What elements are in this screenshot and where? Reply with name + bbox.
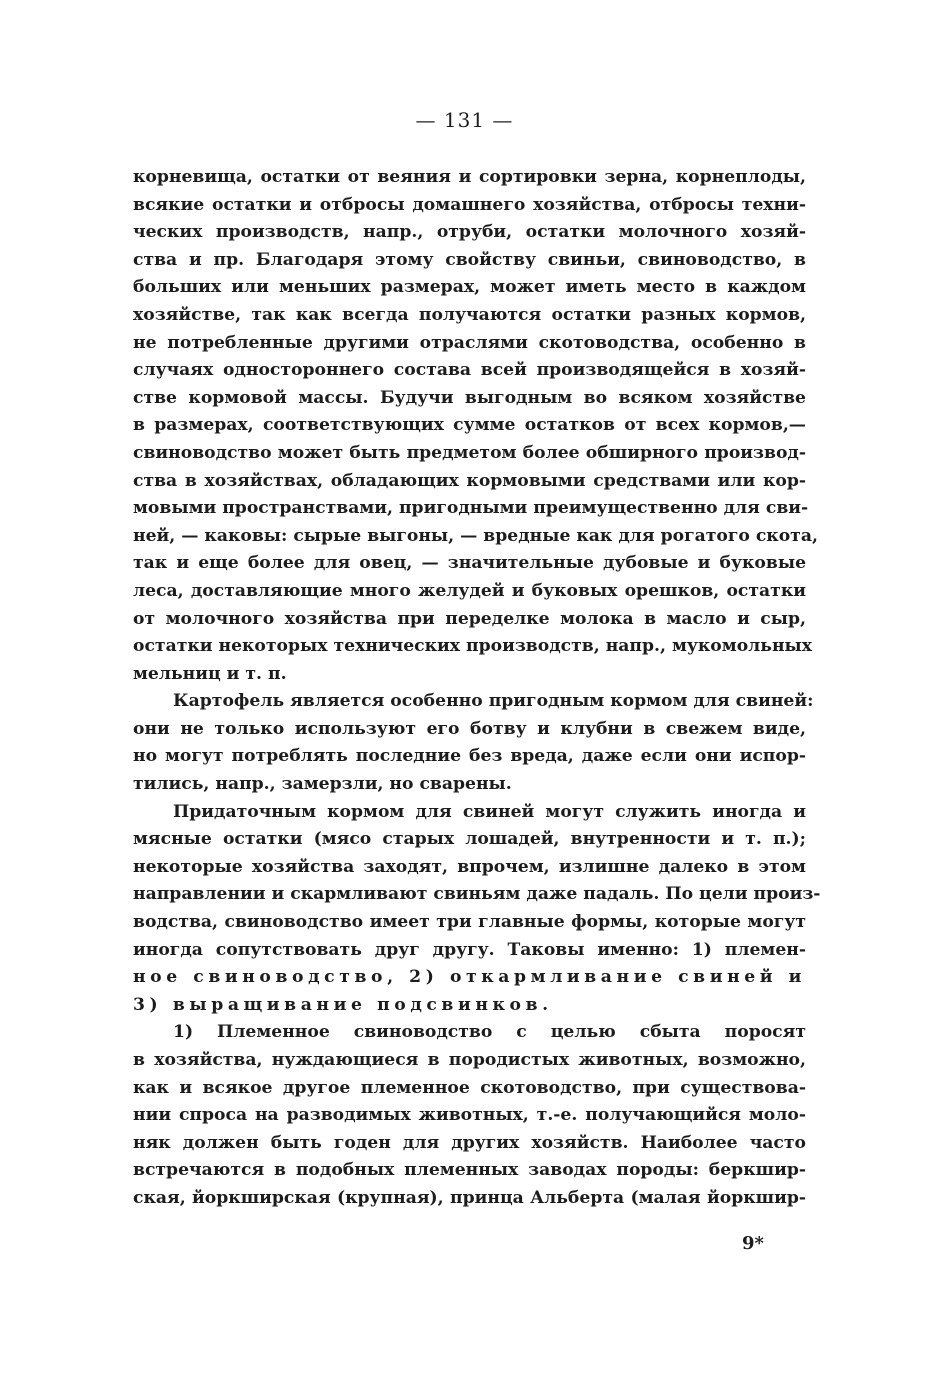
text-line: мясные остатки (мясо старых лошадей, внутренности и т. п.);	[133, 829, 806, 850]
text-line: леса, доставляющие много желудей и буковых орешков, остатки	[133, 580, 806, 601]
printer-signature: 9*	[742, 1233, 764, 1254]
text-line: свиноводство может быть предметом более обширного производ-	[133, 442, 806, 463]
text-line: встречаются в подобных племенных заводах породы: беркшир-	[133, 1160, 806, 1181]
text-line: не потребленные другими отраслями скотоводства, особенно в	[133, 332, 806, 353]
text-line: стве кормовой массы. Будучи выгодным во всяком хозяйстве	[133, 387, 806, 408]
text-line: Придаточным кормом для свиней могут служить иногда и	[173, 801, 806, 822]
text-line: иногда сопутствовать друг другу. Таковы именно: 1) племен-	[133, 939, 806, 960]
text-line: от молочного хозяйства при переделке молока в масло и сыр,	[133, 608, 806, 629]
text-line: в размерах, соответствующих сумме остатков от всех кормов,—	[133, 415, 806, 436]
text-line: мовыми пространствами, пригодными преимущественно для сви-	[133, 498, 809, 519]
text-line: ное свиноводство, 2) откармливание свиней и	[133, 967, 806, 988]
text-line: они не только используют его ботву и клубни в свежем виде,	[133, 718, 806, 739]
text-line: как и всякое другое племенное скотоводство, при существова-	[133, 1077, 806, 1098]
text-line: корневища, остатки от веяния и сортировки зерна, корнеплоды,	[133, 167, 806, 187]
text-line: Картофель является особенно пригодным кормом для свиней:	[173, 691, 814, 712]
page-number: — 131 —	[415, 108, 514, 132]
text-line: няк должен быть годен для других хозяйств. Наиболее часто	[133, 1132, 806, 1153]
text-line: водства, свиноводство имеет три главные формы, которые могут	[133, 912, 806, 933]
text-line: ства в хозяйствах, обладающих кормовыми средствами или кор-	[133, 470, 806, 491]
text-line: всякие остатки и отбросы домашнего хозяйства, отбросы техни-	[133, 194, 806, 215]
text-line: мельниц и т. п.	[133, 663, 287, 684]
text-line: ней, — каковы: сырые выгоны, — вредные как для рогатого скота,	[133, 525, 818, 546]
text-line: 1) Племенное свиноводство с целью сбыта поросят	[173, 1022, 806, 1043]
text-line: хозяйстве, так как всегда получаются остатки разных кормов,	[133, 304, 806, 325]
text-line: но могут потреблять последние без вреда, даже если они испор-	[133, 746, 806, 767]
text-line: ческих производств, напр., отруби, остатки молочного хозяй-	[133, 222, 806, 243]
text-line: больших или меньших размерах, может иметь место в каждом	[133, 277, 806, 298]
text-line: в хозяйства, нуждающиеся в породистых животных, возможно,	[133, 1050, 806, 1070]
body-text	[133, 164, 821, 1213]
text-line: ская, йоркширская (крупная), принца Альберта (малая йоркшир-	[133, 1187, 806, 1208]
text-line: тились, напр., замерзли, но сварены.	[133, 774, 512, 795]
text-line: ства и пр. Благодаря этому свойству свиньи, свиноводство, в	[133, 249, 806, 270]
text-line: 3) выращивание подсвинков.	[133, 994, 553, 1015]
text-line: направлении и скармливают свиньям даже падаль. По цели произ-	[133, 884, 821, 905]
text-line: нии спроса на разводимых животных, т.-е. получающийся моло-	[133, 1105, 806, 1126]
text-line: случаях одностороннего состава всей производящейся в хозяй-	[133, 360, 806, 381]
text-line: так и еще более для овец, — значительные дубовые и буковые	[133, 553, 806, 574]
text-line: остатки некоторых технических производств, напр., мукомольных	[133, 636, 812, 657]
text-line: некоторые хозяйства заходят, впрочем, излишне далеко в этом	[133, 856, 806, 877]
